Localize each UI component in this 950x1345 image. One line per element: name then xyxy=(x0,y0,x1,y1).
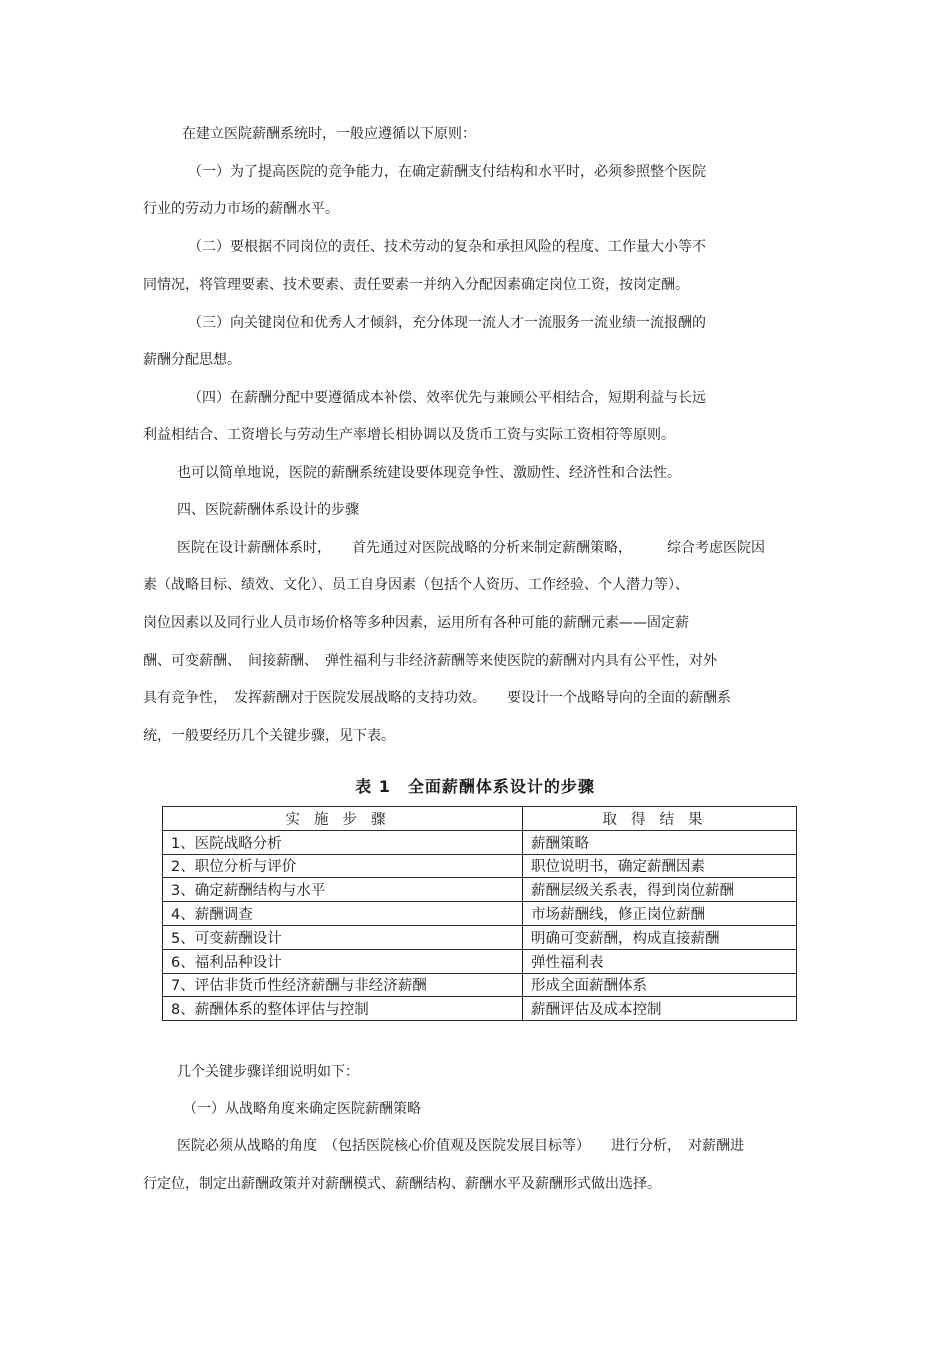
paragraph-design-5: 具有竞争性， 发挥薪酬对于医院发展战略的支持功效。 要设计一个战略导向的全面的薪酬系 xyxy=(143,690,731,706)
paragraph-design-4: 酬、可变薪酬、 间接薪酬、 弹性福利与非经济薪酬等来使医院的薪酬对内具有公平性，对外 xyxy=(143,653,717,669)
steps-table xyxy=(162,806,797,1021)
table-row xyxy=(163,854,797,878)
step-cell: 5、可变薪酬设计 xyxy=(163,925,523,949)
paragraph-detail-intro: 几个关键步骤详细说明如下： xyxy=(177,1064,359,1080)
table-row xyxy=(163,902,797,926)
paragraph-summary: 也可以简单地说，医院的薪酬系统建设要体现竞争性、激励性、经济性和合法性。 xyxy=(177,465,681,481)
paragraph-strategy-1: 医院必须从战略的角度 （包括医院核心价值观及医院发展目标等） 进行分析， 对薪酬进 xyxy=(177,1138,744,1154)
result-cell: 薪酬层级关系表，得到岗位薪酬 xyxy=(523,878,797,902)
paragraph-principle-1: （一）为了提高医院的竞争能力，在确定薪酬支付结构和水平时，必须参照整个医院 xyxy=(188,164,706,180)
table-row xyxy=(163,830,797,854)
paragraph-design-2: 素（战略目标、绩效、文化）、员工自身因素（包括个人资历、工作经验、个人潜力等）、 xyxy=(143,577,689,593)
step-cell: 3、确定薪酬结构与水平 xyxy=(163,878,523,902)
paragraph-principle-3-cont: 薪酬分配思想。 xyxy=(143,352,241,368)
paragraph-principle-4: （四）在薪酬分配中要遵循成本补偿、效率优先与兼顾公平相结合，短期利益与长远 xyxy=(188,390,706,406)
paragraph-principle-2: （二）要根据不同岗位的责任、技术劳动的复杂和承担风险的程度、工作量大小等不 xyxy=(188,239,706,255)
header-results: 取得结果 xyxy=(523,807,797,831)
paragraph-strategy-2: 行定位，制定出薪酬政策并对薪酬模式、薪酬结构、薪酬水平及薪酬形式做出选择。 xyxy=(143,1176,661,1192)
table-caption: 表 1 全面薪酬体系设计的步骤 xyxy=(355,777,595,796)
step-cell: 4、薪酬调查 xyxy=(163,902,523,926)
table-row xyxy=(163,925,797,949)
table-row xyxy=(163,878,797,902)
section-heading: 四、医院薪酬体系设计的步骤 xyxy=(177,502,359,518)
paragraph-principle-1-cont: 行业的劳动力市场的薪酬水平。 xyxy=(143,201,339,217)
paragraph-design-1: 医院在设计薪酬体系时， 首先通过对医院战略的分析来制定薪酬策略， 综合考虑医院因 xyxy=(177,540,765,556)
table-row xyxy=(163,997,797,1021)
table-row xyxy=(163,973,797,997)
subsection-heading: （一）从战略角度来确定医院薪酬策略 xyxy=(183,1101,421,1117)
header-steps: 实施步骤 xyxy=(163,807,523,831)
result-cell: 明确可变薪酬，构成直接薪酬 xyxy=(523,925,797,949)
result-cell: 形成全面薪酬体系 xyxy=(523,973,797,997)
step-cell: 2、职位分析与评价 xyxy=(163,854,523,878)
paragraph-design-6: 统，一般要经历几个关键步骤，见下表。 xyxy=(143,728,395,744)
step-cell: 7、评估非货币性经济薪酬与非经济薪酬 xyxy=(163,973,523,997)
result-cell: 弹性福利表 xyxy=(523,949,797,973)
step-cell: 8、薪酬体系的整体评估与控制 xyxy=(163,997,523,1021)
result-cell: 市场薪酬线，修正岗位薪酬 xyxy=(523,902,797,926)
paragraph-design-3: 岗位因素以及同行业人员市场价格等多种因素，运用所有各种可能的薪酬元素——固定薪 xyxy=(143,615,689,631)
paragraph-principles-intro: 在建立医院薪酬系统时，一般应遵循以下原则： xyxy=(182,126,476,142)
paragraph-principle-3: （三）向关键岗位和优秀人才倾斜，充分体现一流人才一流服务一流业绩一流报酬的 xyxy=(188,315,706,331)
step-cell: 1、医院战略分析 xyxy=(163,830,523,854)
result-cell: 职位说明书，确定薪酬因素 xyxy=(523,854,797,878)
result-cell: 薪酬策略 xyxy=(523,830,797,854)
table-header-row xyxy=(163,807,797,831)
step-cell: 6、福利品种设计 xyxy=(163,949,523,973)
table-row xyxy=(163,949,797,973)
paragraph-principle-4-cont: 利益相结合、工资增长与劳动生产率增长相协调以及货币工资与实际工资相符等原则。 xyxy=(143,427,675,443)
result-cell: 薪酬评估及成本控制 xyxy=(523,997,797,1021)
paragraph-principle-2-cont: 同情况，将管理要素、技术要素、责任要素一并纳入分配因素确定岗位工资，按岗定酬。 xyxy=(143,277,689,293)
